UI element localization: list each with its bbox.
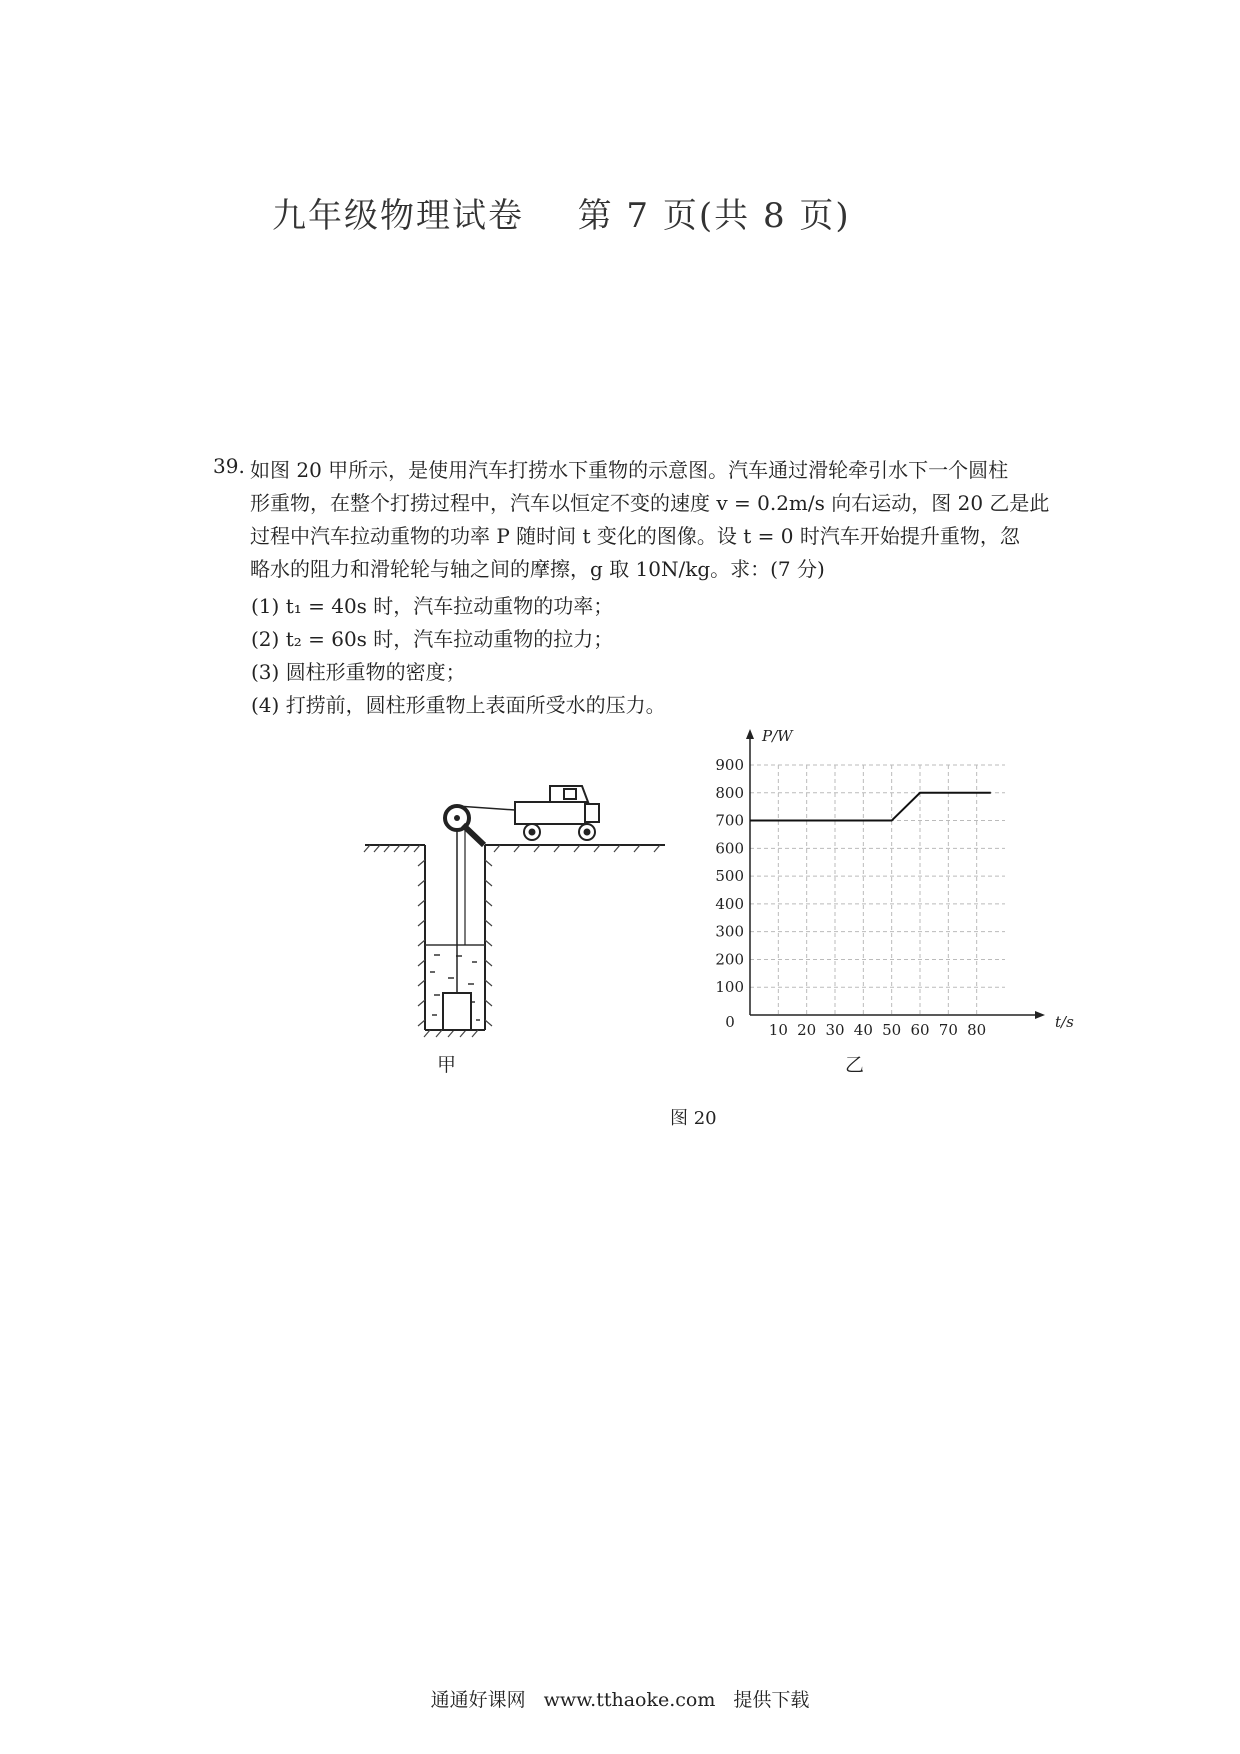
y-tick-label: 800 bbox=[715, 783, 744, 802]
truck bbox=[515, 786, 599, 840]
x-tick-label: 30 bbox=[825, 1021, 845, 1039]
series-line bbox=[750, 793, 991, 821]
subquestion-3: (3) 圆柱形重物的密度； bbox=[251, 660, 466, 684]
y-tick-label: 100 bbox=[715, 978, 744, 997]
page-footer bbox=[0, 1685, 1240, 1712]
y-axis-label: P/W bbox=[762, 727, 793, 745]
question-line-4: 略水的阻力和滑轮轮与轴之间的摩擦，g 取 10N/kg。求：(7 分) bbox=[250, 557, 825, 581]
exam-title: 九年级物理试卷 bbox=[272, 196, 524, 236]
figure-caption: 图 20 bbox=[670, 1108, 717, 1129]
y-tick-label: 300 bbox=[715, 922, 744, 941]
diagram-salvage bbox=[360, 780, 680, 1040]
x-axis-arrow bbox=[1035, 1011, 1045, 1019]
subquestion-1: (1) t₁ = 40s 时，汽车拉动重物的功率； bbox=[251, 594, 614, 618]
origin-label: 0 bbox=[725, 1013, 735, 1031]
x-axis-label: t/s bbox=[1055, 1013, 1074, 1031]
y-tick-label: 700 bbox=[715, 811, 744, 830]
x-tick-label: 60 bbox=[910, 1021, 930, 1039]
x-tick-label: 80 bbox=[967, 1021, 987, 1039]
figure-label-right: 乙 bbox=[845, 1054, 865, 1076]
pulley-support bbox=[463, 825, 484, 845]
subquestion-4: (4) 打捞前，圆柱形重物上表面所受水的压力。 bbox=[251, 693, 666, 717]
x-tick-label: 10 bbox=[768, 1021, 788, 1039]
y-axis-arrow bbox=[746, 729, 754, 739]
y-tick-label: 200 bbox=[715, 950, 744, 969]
question-line-3: 过程中汽车拉动重物的功率 P 随时间 t 变化的图像。设 t = 0 时汽车开始提升重物，忽 bbox=[250, 524, 1020, 548]
footer-note: 提供下载 bbox=[733, 1689, 810, 1711]
y-tick-label: 400 bbox=[715, 894, 744, 913]
cylinder-weight bbox=[443, 993, 471, 1030]
footer-url: www.tthaoke.com bbox=[543, 1689, 716, 1711]
subquestion-2: (2) t₂ = 60s 时，汽车拉动重物的拉力； bbox=[251, 627, 614, 651]
x-tick-label: 50 bbox=[882, 1021, 902, 1039]
question-number: 39. bbox=[213, 454, 245, 478]
y-tick-label: 600 bbox=[715, 839, 744, 858]
figure-label-left: 甲 bbox=[437, 1054, 457, 1076]
x-tick-label: 20 bbox=[797, 1021, 817, 1039]
page-header bbox=[272, 188, 851, 237]
hatching bbox=[364, 845, 660, 1037]
chart-power-time bbox=[695, 727, 1074, 1039]
y-tick-label: 900 bbox=[715, 756, 744, 774]
question-line-2: 形重物，在整个打捞过程中，汽车以恒定不变的速度 v = 0.2m/s 向右运动，图 20 乙是此 bbox=[250, 491, 1050, 515]
footer-site-name: 通通好课网 bbox=[430, 1689, 526, 1711]
x-tick-label: 70 bbox=[938, 1021, 958, 1039]
question-line-1: 如图 20 甲所示，是使用汽车打捞水下重物的示意图。汽车通过滑轮牵引水下一个圆柱 bbox=[250, 458, 1009, 482]
y-tick-label: 500 bbox=[715, 867, 744, 886]
page-number: 第 7 页(共 8 页) bbox=[577, 196, 851, 236]
x-tick-label: 40 bbox=[853, 1021, 873, 1039]
